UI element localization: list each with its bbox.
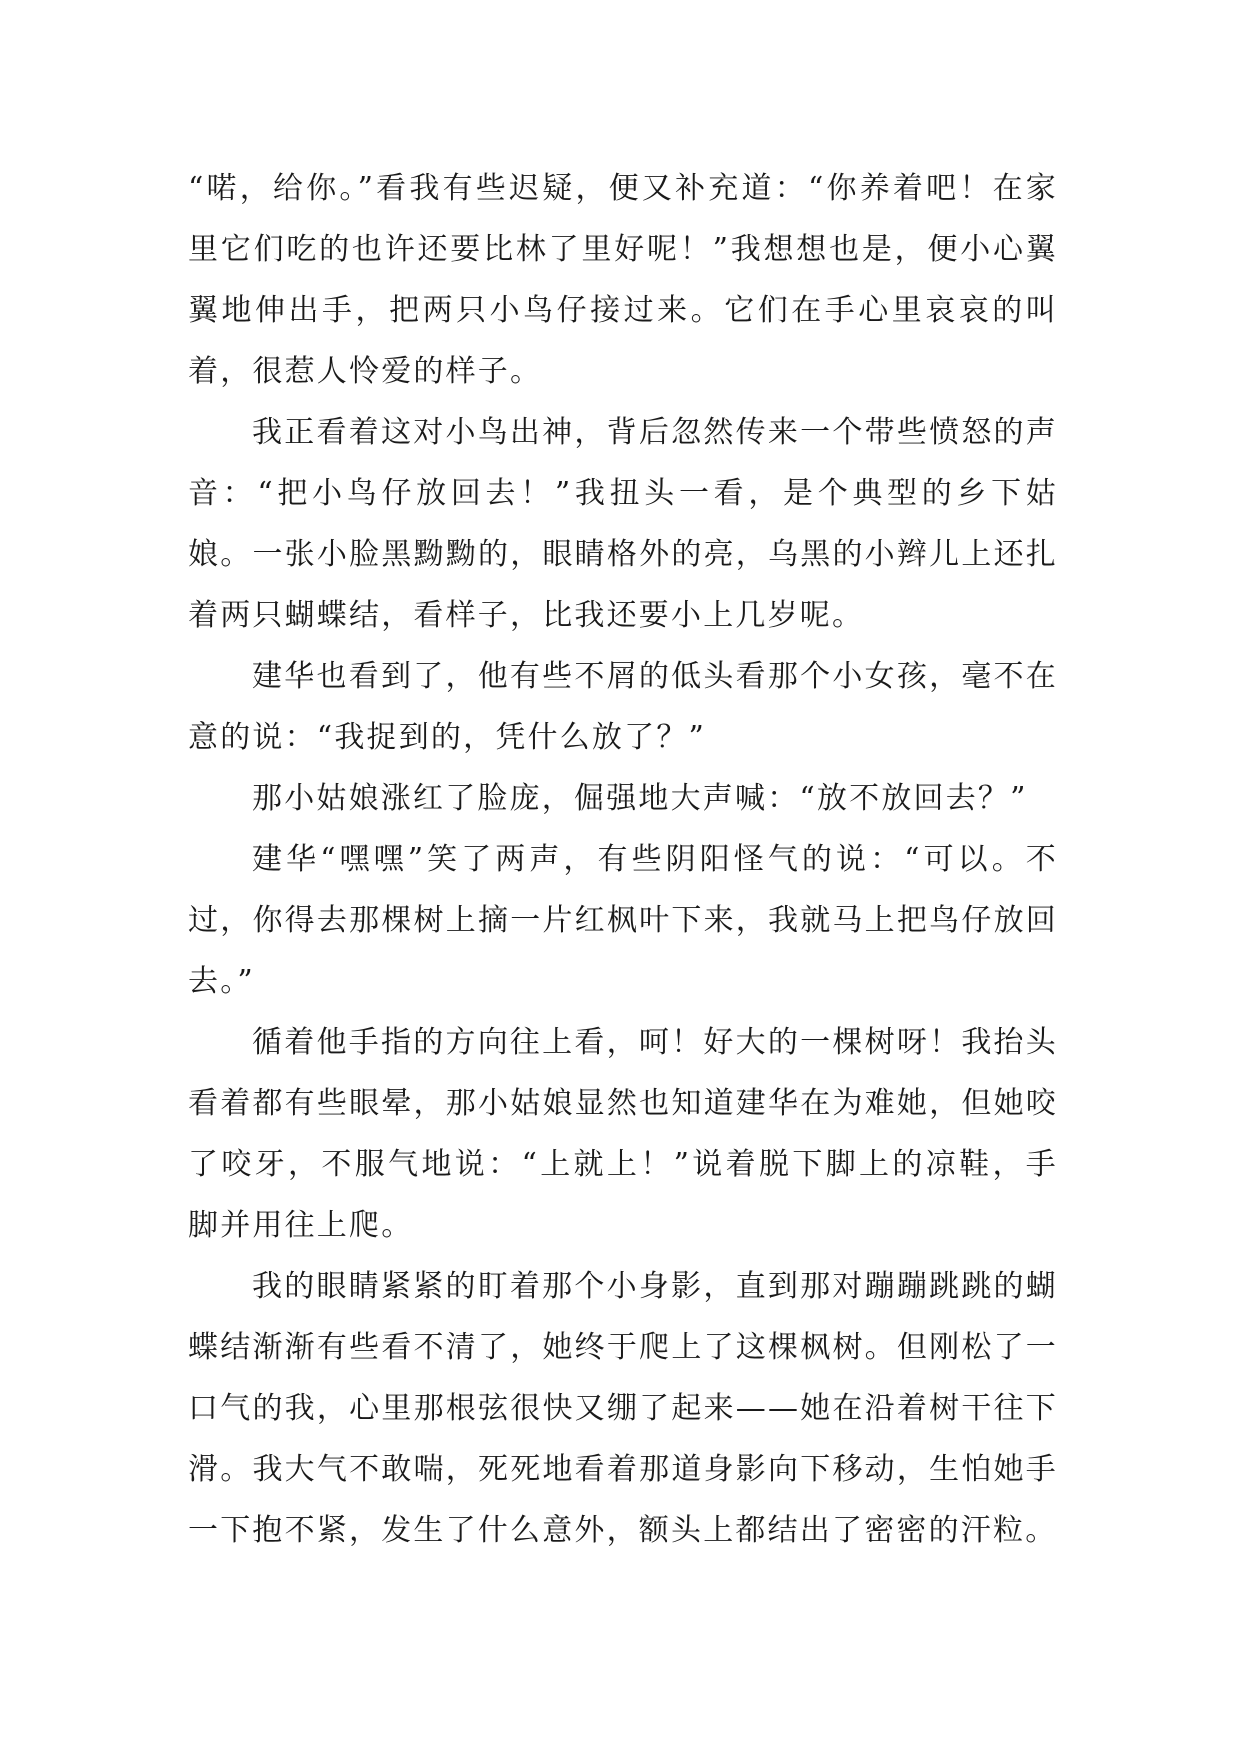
paragraph-1: “喏，给你。”看我有些迟疑，便又补充道：“你养着吧！在家里它们吃的也许还要比林了里好呢！”我想想也是，便小心翼翼地伸出手，把两只小鸟仔接过来。它们在手心里哀哀的叫着，很惹人怜爱的样子。: [188, 171, 1058, 389]
paragraph-7: 我的眼睛紧紧的盯着那个小身影，直到那对蹦蹦跳跳的蝴蝶结渐渐有些看不清了，她终于爬上了这棵枫树。但刚松了一口气的我，心里那根弦很快又绷了起来——她在沿着树干往下滑。我大气不敢喘，死死地看着那道身影向下移动，生怕她手一下抱不紧，发生了什么意外，额头上都结出了密密的汗粒。: [188, 1269, 1058, 1548]
paragraph-6: 循着他手指的方向往上看，呵！好大的一棵树呀！我抬头看着都有些眼晕，那小姑娘显然也知道建华在为难她，但她咬了咬牙，不服气地说：“上就上！”说着脱下脚上的凉鞋，手脚并用往上爬。: [188, 1025, 1058, 1243]
document-body: [188, 158, 1058, 1561]
paragraph-4: 那小姑娘涨红了脸庞，倔强地大声喊：“放不放回去？”: [252, 781, 1028, 816]
paragraph-5: 建华“嘿嘿”笑了两声，有些阴阳怪气的说：“可以。不过，你得去那棵树上摘一片红枫叶下来，我就马上把鸟仔放回去。”: [188, 842, 1058, 999]
paragraph-2: 我正看着这对小鸟出神，背后忽然传来一个带些愤怒的声音：“把小鸟仔放回去！”我扭头一看，是个典型的乡下姑娘。一张小脸黑黝黝的，眼睛格外的亮，乌黑的小辫儿上还扎着两只蝴蝶结，看样子，比我还要小上几岁呢。: [188, 415, 1058, 633]
paragraph-3: 建华也看到了，他有些不屑的低头看那个小女孩，毫不在意的说：“我捉到的，凭什么放了？”: [188, 659, 1058, 755]
